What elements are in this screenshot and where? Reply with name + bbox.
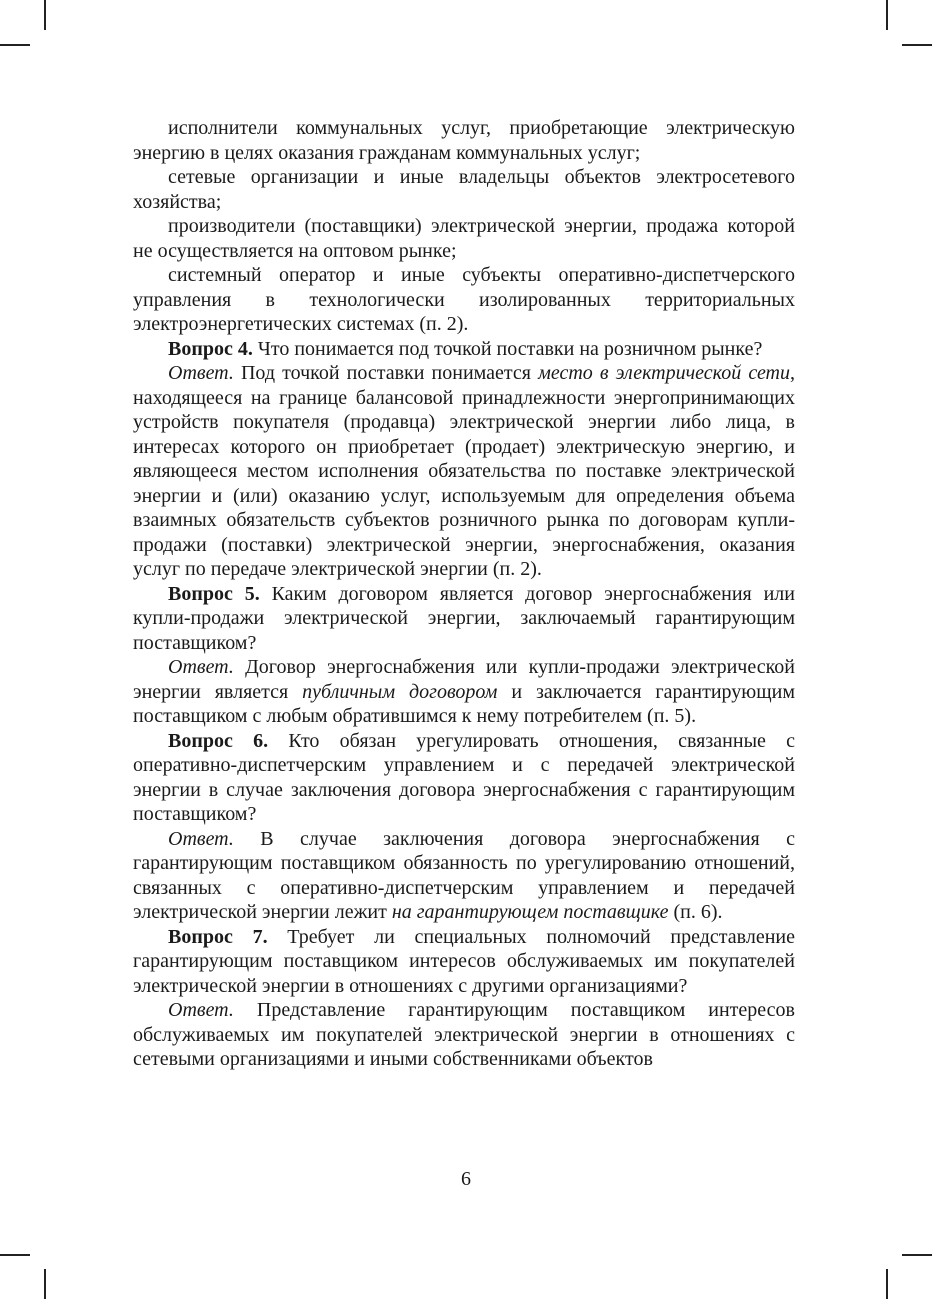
paragraph-text: В случае заключения договора энергоснабжения с гарантирующим поставщиком обязанность по урегулированию отношений, связанных с оперативно-диспетчерским управлением и передачей электрической энергии лежит [133, 827, 795, 923]
crop-mark-bottom-left-horizontal [0, 1254, 30, 1256]
paragraph [133, 655, 795, 729]
paragraph-text: Договор энергоснабжения или купли-продажи электрической энергии является [133, 656, 795, 703]
paragraph-text: Каким договором является договор энергоснабжения или купли-продажи электрической энергии, заключаемый гарантирующим поставщиком? [133, 582, 795, 654]
paragraph-text: Требует ли специальных полномочий представление гарантирующим поставщиком интересов обслуживаемых им покупателей электрической энергии в отношениях с другими организациями? [133, 925, 795, 997]
paragraph [133, 998, 795, 1072]
paragraph-text: исполнители коммунальных услуг, приобретающие электрическую энергию в целях оказания гражданам коммунальных услуг; [133, 117, 795, 164]
paragraph [133, 582, 795, 656]
paragraph-text: Под точкой поставки понимается [233, 362, 539, 384]
italic-text: Ответ. [168, 827, 234, 850]
question-label: Вопрос 7. [168, 925, 268, 948]
paragraph-text: Что понимается под точкой поставки на розничном рынке? [252, 337, 763, 360]
italic-text: место в электрической сети [538, 362, 790, 384]
paragraph [133, 925, 795, 999]
crop-mark-bottom-right-horizontal [902, 1254, 932, 1256]
paragraph-text: производители (поставщики) электрической энергии, продажа которой не осуществляется на оптовом рынке; [133, 215, 795, 262]
paragraph-text: Представление гарантирующим поставщиком интересов обслуживаемых им покупателей электрической энергии в отношениях с сетевыми организациями и иными собственниками объектов [133, 999, 795, 1070]
crop-mark-top-right-vertical [886, 0, 888, 30]
paragraph [133, 165, 795, 214]
paragraph-text: системный оператор и иные субъекты оперативно-диспетчерского управления в технологически изолированных территориальных электроэнергетических системах (п. 2). [133, 264, 795, 335]
italic-text: на гарантирующем поставщике [391, 901, 669, 923]
paragraph [133, 729, 795, 827]
paragraph [133, 361, 795, 582]
crop-mark-bottom-left-vertical [44, 1269, 46, 1299]
question-label: Вопрос 6. [168, 729, 269, 752]
paragraph-text: сетевые организации и иные владельцы объектов электросетевого хозяйства; [133, 166, 795, 213]
paragraph [133, 214, 795, 263]
crop-mark-top-left-vertical [44, 0, 46, 30]
paragraph-text: (п. 6). [668, 901, 723, 923]
crop-mark-top-right-horizontal [902, 44, 932, 46]
crop-mark-bottom-right-vertical [886, 1269, 888, 1299]
page-number: 6 [461, 1168, 471, 1190]
paragraph-text: , находящееся на границе балансовой принадлежности энергопринимающих устройств покупателя (продавца) электрической энергии либо лица, в интересах которого он приобретает (продает) электрическую энергию, и являющееся местом исполнения обязательства по поставке электрической энергии и (или) оказанию услуг, используемым для определения объема взаимных обязательств субъектов розничного рынка по договорам купли-продажи (поставки) электрической энергии, энергоснабжения, оказания услуг по передаче электрической энергии (п. 2). [133, 362, 795, 580]
paragraph [133, 263, 795, 337]
page-body-text [133, 116, 795, 1072]
question-label: Вопрос 5. [168, 582, 260, 605]
question-label: Вопрос 4. [168, 337, 253, 360]
paragraph [133, 337, 795, 362]
italic-text: Ответ. [168, 362, 234, 384]
italic-text: публичным договором [302, 680, 498, 703]
paragraph-text: и заключается гарантирующим поставщиком с любым обратившимся к нему потребителем (п. 5). [133, 680, 795, 727]
paragraph-text: Кто обязан урегулировать отношения, связанные с оперативно-диспетчерским управлением и с передачей электрической энергии в случае заключения договора энергоснабжения с гарантирующим поставщиком? [133, 729, 796, 825]
italic-text: Ответ. [168, 999, 234, 1021]
paragraph [133, 827, 795, 925]
paragraph [133, 116, 795, 165]
crop-mark-top-left-horizontal [0, 44, 30, 46]
italic-text: Ответ. [168, 656, 234, 678]
